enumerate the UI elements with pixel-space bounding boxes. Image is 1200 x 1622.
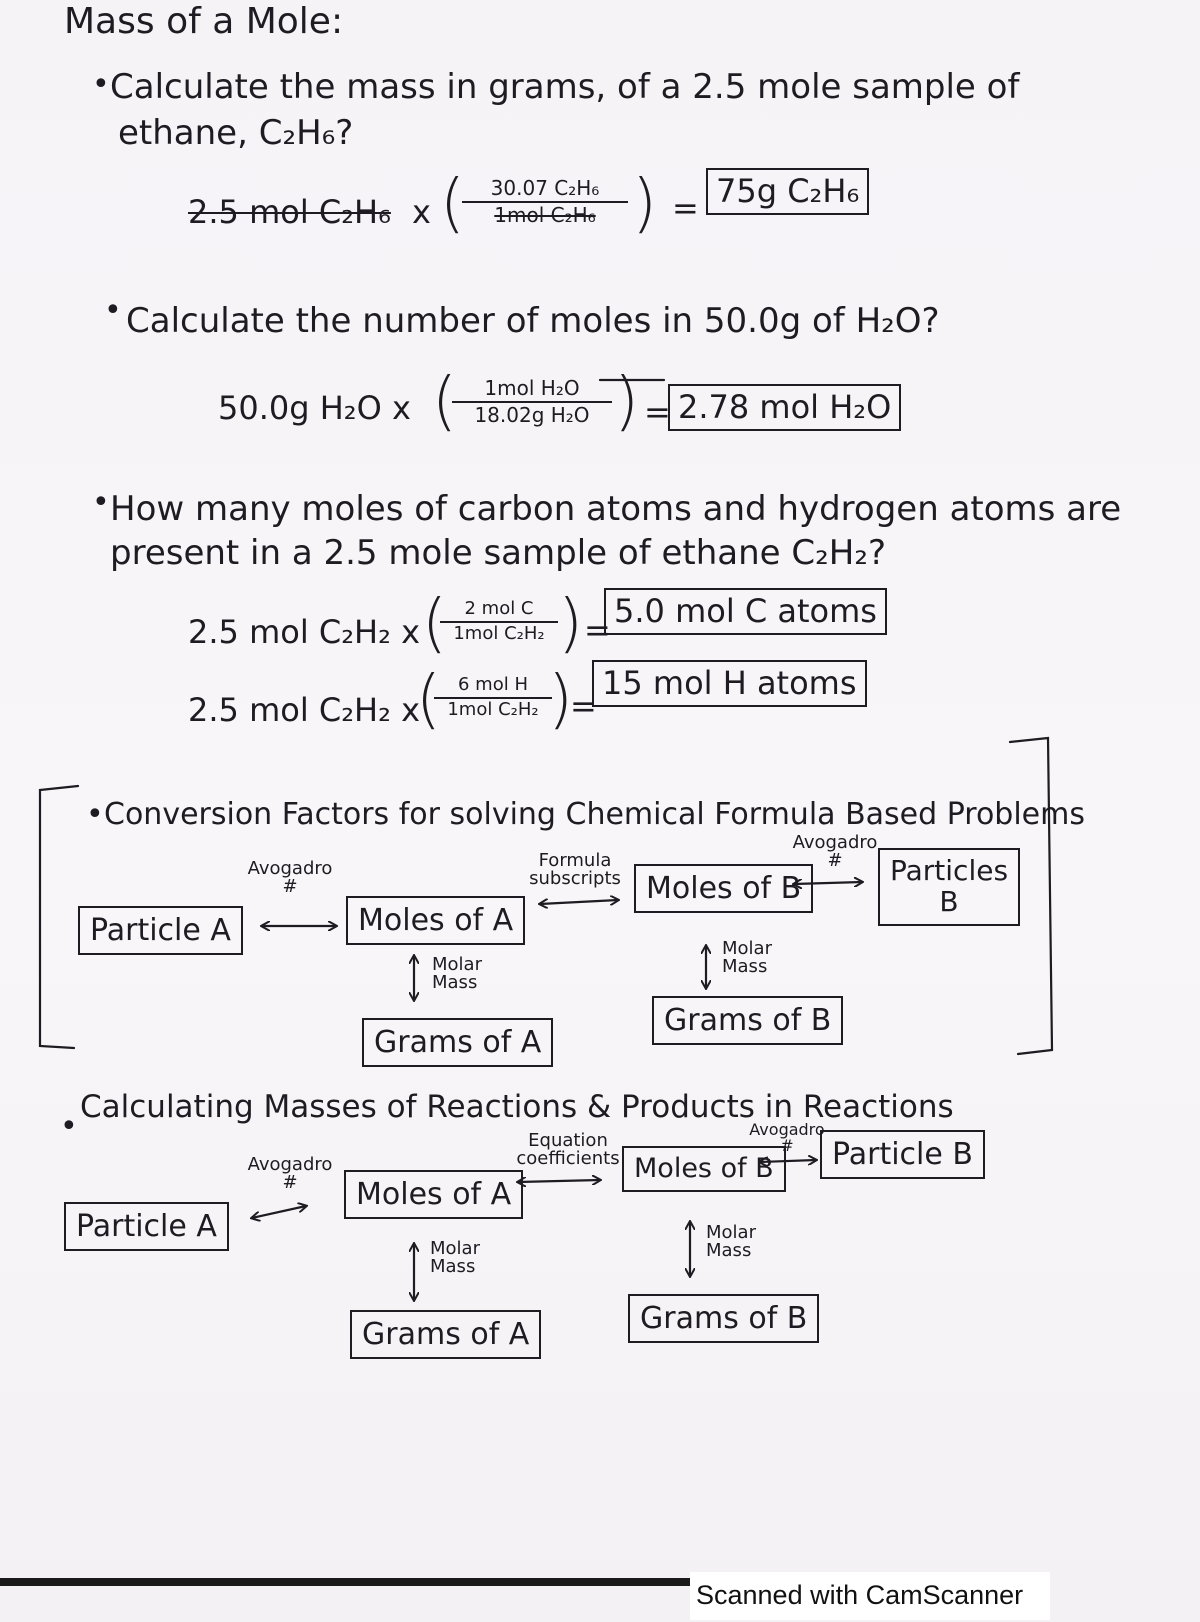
section2-arrow-equation [518,1180,600,1182]
bullet: • [86,797,104,832]
section1-molar-b-line1: Molar [722,938,772,959]
problem3-row1-denominator: 1mol C₂H₂ [453,622,545,644]
section1-heading: Conversion Factors for solving Chemical Formula Based Problems [104,797,1085,832]
section2-particle-b-box: Particle B [820,1130,985,1179]
right-bracket [1010,738,1052,1054]
close-paren: ) [632,167,657,241]
problem3-row1-numerator: 2 mol C [440,600,558,623]
section1-grams-b-box: Grams of B [652,996,843,1045]
open-paren: ( [422,587,447,661]
section2-moles-b-box: Moles of B [622,1146,786,1192]
section1-particle-a-box: Particle A [78,906,243,955]
problem1-answer: 75g C₂H₆ [706,168,869,215]
section2-molar-b-line2: Mass [706,1240,752,1261]
section2-avogadro-left-line1: Avogadro [247,1154,333,1175]
open-paren: ( [440,167,465,241]
problem3-row2-answer: 15 mol H atoms [592,660,867,707]
section2-grams-b-box: Grams of B [628,1294,819,1343]
section1-arrow-avogadro-right [794,882,862,884]
section2-equation-line1: Equation [528,1130,608,1151]
problem2-equals: = [644,393,671,431]
section1-molar-a-line2: Mass [432,972,478,993]
problem3-row2-numerator: 6 mol H [434,676,552,699]
problem2-answer: 2.78 mol H₂O [668,384,901,431]
problem3-row1-answer: 5.0 mol C atoms [604,588,887,635]
section1-grams-a-box: Grams of A [362,1018,553,1067]
bullet: • [104,293,122,328]
section1-avogadro-right-line2: # [827,850,843,871]
problem1-given-text: 2.5 mol C₂H₆ [188,193,391,231]
section1-particles-b-line1: Particles [890,854,1009,887]
problem1-factor-denominator: 1mol C₂H₆ [494,203,596,227]
section2-molar-a-line2: Mass [430,1256,476,1277]
section1-avogadro-right-line1: Avogadro [792,832,878,853]
problem2-factor-denominator: 18.02g H₂O [474,403,590,427]
problem3-row1-given: 2.5 mol C₂H₂ x [188,613,421,651]
bullet: • [60,1109,78,1144]
section2-molar-a-line1: Molar [430,1238,480,1259]
camscanner-watermark: Scanned with CamScanner [696,1580,1024,1610]
problem3-question-line1: How many moles of carbon atoms and hydrogen atoms are [110,489,1122,529]
problem1-question-line2: ethane, C₂H₆? [118,113,354,153]
problem3-row2-denominator: 1mol C₂H₂ [447,698,539,720]
left-bracket [40,786,78,1048]
section1-formula-line1: Formula [538,850,612,871]
section2-heading: Calculating Masses of Reactions & Products in Reactions [80,1089,954,1125]
open-paren: ( [432,365,457,439]
problem3-row1-equals: = [584,611,611,649]
problem3-question-line2: present in a 2.5 mole sample of ethane C₂H₂? [110,533,886,573]
open-paren: ( [416,663,441,737]
section1-moles-a-box: Moles of A [346,896,525,945]
section2-molar-b-line1: Molar [706,1222,756,1243]
problem2-question: Calculate the number of moles in 50.0g of H₂O? [126,301,940,341]
section2-particle-a-box: Particle A [64,1202,229,1251]
page-title: Mass of a Mole: [64,1,344,42]
section2-arrow-avogadro-right [760,1160,816,1162]
problem3-row2-given: 2.5 mol C₂H₂ x [188,691,421,729]
section2-arrow-avogadro-left [252,1206,306,1218]
section2-avogadro-right-line1: Avogadro [749,1120,825,1139]
section1-formula-line2: subscripts [529,868,621,889]
section2-moles-a-box: Moles of A [344,1170,523,1219]
section1-arrow-formula [540,900,618,904]
scan-edge-shadow [0,1578,700,1586]
section2-equation-line2: coefficients [516,1148,620,1169]
close-paren: ) [548,663,573,737]
bullet: • [92,485,110,520]
section1-avogadro-left-line1: Avogadro [247,858,333,879]
section1-avogadro-left-line2: # [282,876,298,897]
section1-molar-b-line2: Mass [722,956,768,977]
problem2-given: 50.0g H₂O x [218,389,411,427]
problem1-factor-numerator: 30.07 C₂H₆ [462,178,628,203]
section1-molar-a-line1: Molar [432,954,482,975]
close-paren: ) [558,587,583,661]
close-paren: ) [614,365,639,439]
section1-particles-b-line2: B [939,884,959,918]
problem1-question-line1: Calculate the mass in grams, of a 2.5 mole sample of [110,67,1020,107]
problem3-row2-equals: = [570,687,597,725]
bullet: • [92,67,110,102]
section2-avogadro-right-line2: # [780,1136,794,1155]
problem1-times: x [412,193,431,231]
section2-grams-a-box: Grams of A [350,1310,541,1359]
problem1-equals: = [672,189,699,227]
problem2-factor-numerator: 1mol H₂O [452,378,612,403]
section2-avogadro-left-line2: # [282,1172,298,1193]
section1-moles-b-box: Moles of B [634,864,813,913]
